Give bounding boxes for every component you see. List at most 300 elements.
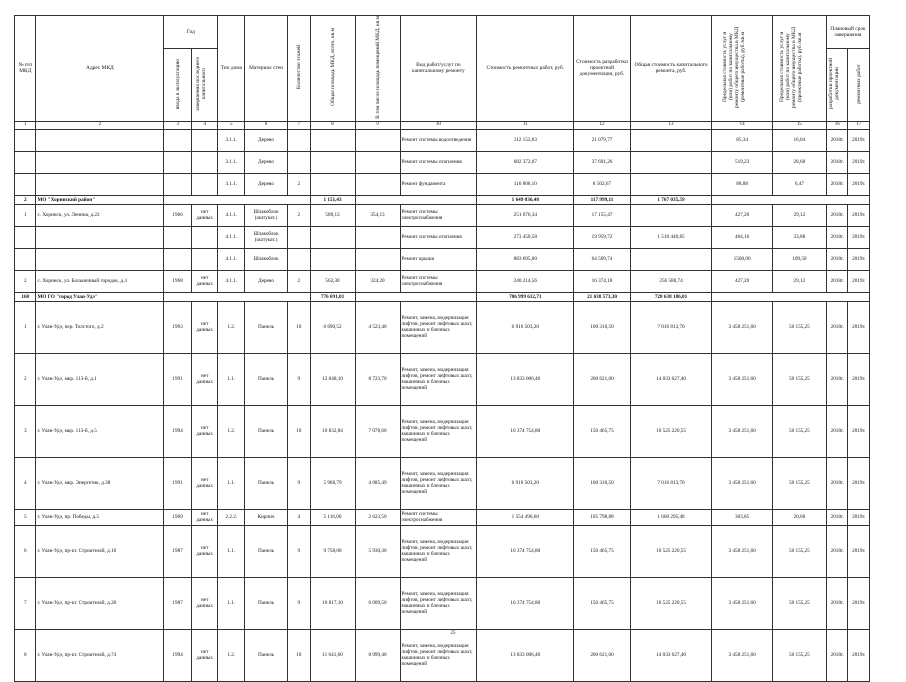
cell-wall: Панель <box>245 525 288 577</box>
cell-wall: Дерево <box>245 151 288 173</box>
cell-tc <box>630 129 712 151</box>
subtotal-row <box>15 195 870 204</box>
cell-l1: 88,88 <box>712 173 772 195</box>
cell-work: Ремонт, замена, модернизация лифтов, ремонт лифтовых шахт, машинных и блочных помещений <box>400 405 477 457</box>
cell-y1: 1966 <box>164 204 192 226</box>
cell-d1: 2018г. <box>826 173 847 195</box>
cell-work: Ремонт, замена, модернизация лифтов, ремонт лифтовых шахт, машинных и блочных помещений <box>400 629 477 681</box>
cell-wall: Шлакоблок (оштукат.) <box>245 204 288 226</box>
cell-l1: 427,20 <box>712 270 772 292</box>
cell-rc: 1 649 036,48 <box>477 195 574 204</box>
cell-pa: 8 723,70 <box>355 353 400 405</box>
cell-dc: 100 310,50 <box>574 301 630 353</box>
cell-num <box>15 173 36 195</box>
cell-type: 1.1. <box>218 577 245 629</box>
cell-l2: 33,88 <box>772 226 826 248</box>
cell-addr: г. Улан-Удэ, пр-кт. Строителей, д.20 <box>36 577 164 629</box>
cell-l2: 50 155,25 <box>772 457 826 509</box>
cell-rc: 116 806,10 <box>477 173 574 195</box>
cell-rc: 6 916 503,20 <box>477 301 574 353</box>
cell-l2: 29,12 <box>772 270 826 292</box>
cell-l1: 85,34 <box>712 129 772 151</box>
cell-y2 <box>191 151 218 173</box>
cell-pa: 2 623,50 <box>355 509 400 525</box>
cell-dc: 150 465,75 <box>574 525 630 577</box>
cell-y1: 1991 <box>164 353 192 405</box>
table-row <box>15 301 870 353</box>
cell-d1: 2018г. <box>826 301 847 353</box>
cell-y2 <box>191 129 218 151</box>
cell-d2: 2019г. <box>848 629 870 681</box>
cell-d2: 2019г. <box>848 129 870 151</box>
cell-fl: 9 <box>288 457 311 509</box>
cell-rc: 10 374 754,80 <box>477 525 574 577</box>
cell-y2: нет данных <box>191 509 218 525</box>
cell-addr <box>36 151 164 173</box>
cell-wall: Дерево <box>245 173 288 195</box>
cell-rc: 10 374 754,80 <box>477 577 574 629</box>
cell-l2: 50 155,25 <box>772 301 826 353</box>
col-design-cost-header: Стоимость разработки проектной документации, руб. <box>574 16 630 122</box>
cell-y1 <box>164 248 192 270</box>
cell-wall: Дерево <box>245 270 288 292</box>
table-row <box>15 173 870 195</box>
cell-empty <box>355 292 477 301</box>
cell-fl: 9 <box>288 577 311 629</box>
cell-rc: 112 153,83 <box>477 129 574 151</box>
cell-tc: 10 525 220,55 <box>630 577 712 629</box>
cell-dc: 64 509,74 <box>574 248 630 270</box>
col-repair-cost-header: Стоимость ремонтных работ, руб. <box>477 16 574 122</box>
cell-d1: 2018г. <box>826 577 847 629</box>
cell-ta: 12 048,10 <box>310 353 355 405</box>
cell-l2: 29,12 <box>772 204 826 226</box>
cell-empty <box>712 195 870 204</box>
column-number: 16 <box>826 121 847 129</box>
column-number: 15 <box>772 121 826 129</box>
col-address-header: Адрес МКД <box>36 16 164 122</box>
cell-l2: 50 155,25 <box>772 577 826 629</box>
cell-dc: 150 465,75 <box>574 405 630 457</box>
cell-y2: нет данных <box>191 204 218 226</box>
cell-wall: Панель <box>245 577 288 629</box>
cell-d2: 2019г. <box>848 353 870 405</box>
cell-dc: 16 374,18 <box>574 270 630 292</box>
cell-y2: нет данных <box>191 405 218 457</box>
cell-pa: 324,20 <box>355 270 400 292</box>
cell-fl: 2 <box>288 173 311 195</box>
cell-ta: 776 691,01 <box>310 292 355 301</box>
cell-empty <box>164 195 310 204</box>
cell-l1: 3 458 251,60 <box>712 525 772 577</box>
cell-dc: 37 691,26 <box>574 151 630 173</box>
cell-l1: 464,16 <box>712 226 772 248</box>
cell-pa <box>355 248 400 270</box>
cell-d1: 2018г. <box>826 248 847 270</box>
cell-work: Ремонт, замена, модернизация лифтов, ремонт лифтовых шахт, машинных и блочных помещений <box>400 457 477 509</box>
cell-tc: 14 033 627,40 <box>630 353 712 405</box>
cell-num: 3 <box>15 405 36 457</box>
cell-y1 <box>164 151 192 173</box>
cell-l2: 50 155,25 <box>772 525 826 577</box>
cell-l1: 3 458 251,60 <box>712 353 772 405</box>
cell-d1: 2018г. <box>826 509 847 525</box>
col-total-cost-header: Общая стоимость капитального ремонта, руб. <box>630 16 712 122</box>
cell-dc: 21 079,77 <box>574 129 630 151</box>
cell-fl: 10 <box>288 405 311 457</box>
cell-fl <box>288 129 311 151</box>
cell-wall: Шлакоблок (оштукат.) <box>245 226 288 248</box>
cell-tc <box>630 204 712 226</box>
cell-y2: нет данных <box>191 353 218 405</box>
cell-y2: нет данных <box>191 270 218 292</box>
table-row <box>15 509 870 525</box>
cell-dc: 19 959,72 <box>574 226 630 248</box>
cell-tc: 10 525 220,55 <box>630 525 712 577</box>
cell-num <box>15 226 36 248</box>
cell-addr: МО "Хоринский район" <box>36 195 164 204</box>
cell-pa <box>355 173 400 195</box>
cell-tc <box>630 248 712 270</box>
col-year-built-header: ввода в эксплуатацию <box>164 48 192 121</box>
table-row <box>15 151 870 173</box>
col-deadline-repair-header: ремонтных работ <box>848 48 870 121</box>
cell-tc: 1 510 446,85 <box>630 226 712 248</box>
cell-work: Ремонт системы электроснабжения <box>400 270 477 292</box>
col-limit1-header: Предельная стоимость услуг и (или) работ по капитальному ремонту общего имущества в МКД (ремонтные работы), руб./кв.м <box>712 16 772 122</box>
cell-addr: г. Улан-Удэ, пер. Толстого, д.2 <box>36 301 164 353</box>
cell-d2: 2019г. <box>848 405 870 457</box>
cell-fl <box>288 248 311 270</box>
cell-ta: 589,13 <box>310 204 355 226</box>
cell-d1: 2018г. <box>826 525 847 577</box>
cell-l2: 20,68 <box>772 509 826 525</box>
cell-num: 168 <box>15 292 36 301</box>
cell-work: Ремонт фундамента <box>400 173 477 195</box>
table-row <box>15 270 870 292</box>
cell-y2 <box>191 248 218 270</box>
cell-num <box>15 151 36 173</box>
cell-type: 4.1.1. <box>218 270 245 292</box>
cell-dc: 200 621,00 <box>574 629 630 681</box>
cell-addr: с. Хоринск, ул. Больничный городок, д.3 <box>36 270 164 292</box>
cell-ta: 1 151,43 <box>310 195 355 204</box>
cell-l2: 28,68 <box>772 151 826 173</box>
column-number: 10 <box>400 121 477 129</box>
cell-wall: Панель <box>245 353 288 405</box>
cell-l1: 519,23 <box>712 151 772 173</box>
cell-pa: 8 999,40 <box>355 629 400 681</box>
cell-d1: 2018г. <box>826 353 847 405</box>
cell-type: 3.1.1. <box>218 151 245 173</box>
cell-l1: 3 458 251,60 <box>712 301 772 353</box>
cell-type: 3.1.1. <box>218 129 245 151</box>
cell-addr: г. Улан-Удэ, мкр. 113-й, д.5 <box>36 405 164 457</box>
table-row <box>15 353 870 405</box>
cell-wall: Панель <box>245 301 288 353</box>
cell-tc: 1 660 295,48 <box>630 509 712 525</box>
cell-type: 1.2. <box>218 301 245 353</box>
cell-ta <box>310 226 355 248</box>
column-number: 6 <box>245 121 288 129</box>
col-total-area-header: Общая площадь МКД, всего, кв.м <box>310 16 355 122</box>
table-body <box>15 129 870 681</box>
cell-fl: 10 <box>288 301 311 353</box>
cell-type: 4.1.1. <box>218 204 245 226</box>
cell-d2: 2019г. <box>848 457 870 509</box>
cell-rc: 251 676,34 <box>477 204 574 226</box>
col-premises-area-header: В том числе площадь помещений МКД, кв.м <box>355 16 400 122</box>
cell-rc: 10 374 754,80 <box>477 405 574 457</box>
cell-y1: 1994 <box>164 405 192 457</box>
cell-work: Ремонт системы электроснабжения <box>400 509 477 525</box>
cell-rc: 1 554 496,60 <box>477 509 574 525</box>
cell-empty <box>712 292 870 301</box>
table-row <box>15 129 870 151</box>
cell-y1: 1991 <box>164 457 192 509</box>
cell-wall: Шлакоблок <box>245 248 288 270</box>
cell-num: 4 <box>15 457 36 509</box>
table-row <box>15 226 870 248</box>
page-number: 25 <box>450 631 456 636</box>
cell-pa: 5 930,30 <box>355 525 400 577</box>
cell-d2: 2019г. <box>848 270 870 292</box>
column-number: 5 <box>218 121 245 129</box>
cell-l2: 50 155,25 <box>772 405 826 457</box>
cell-d2: 2019г. <box>848 301 870 353</box>
cell-d2: 2019г. <box>848 248 870 270</box>
cell-d2: 2019г. <box>848 173 870 195</box>
cell-ta <box>310 248 355 270</box>
cell-pa: 354,13 <box>355 204 400 226</box>
cell-work: Ремонт системы отопления <box>400 226 477 248</box>
column-number: 12 <box>574 121 630 129</box>
cell-rc: 6 916 503,20 <box>477 457 574 509</box>
cell-addr <box>36 248 164 270</box>
column-number-row <box>15 121 870 129</box>
table-row <box>15 248 870 270</box>
cell-d1: 2018г. <box>826 270 847 292</box>
cell-num: 2 <box>15 195 36 204</box>
cell-dc: 8 502,67 <box>574 173 630 195</box>
cell-type: 4.1.1. <box>218 248 245 270</box>
cell-ta <box>310 151 355 173</box>
cell-tc: 728 638 186,01 <box>630 292 712 301</box>
col-year-repair-header: завершения последнего капитального <box>191 48 218 121</box>
cell-y1: 1987 <box>164 577 192 629</box>
cell-num: 7 <box>15 577 36 629</box>
cell-num: 1 <box>15 204 36 226</box>
cell-dc: 17 155,47 <box>574 204 630 226</box>
cell-ta: 10 817,10 <box>310 577 355 629</box>
cell-work: Ремонт системы водоотведения <box>400 129 477 151</box>
cell-type: 3.1.1. <box>218 173 245 195</box>
cell-tc: 7 016 813,70 <box>630 457 712 509</box>
cell-addr: г. Улан-Удэ, пр-кт. Строителей, д.74 <box>36 629 164 681</box>
col-work-type-header: Вид работ/услуг по капитальному ремонту <box>400 16 477 122</box>
cell-d2: 2019г. <box>848 226 870 248</box>
cell-l1: 303,85 <box>712 509 772 525</box>
cell-d2: 2019г. <box>848 151 870 173</box>
cell-work: Ремонт, замена, модернизация лифтов, ремонт лифтовых шахт, машинных и блочных помещений <box>400 353 477 405</box>
cell-l2: 6,47 <box>772 173 826 195</box>
cell-d2: 2019г. <box>848 525 870 577</box>
cell-pa: 6 009,50 <box>355 577 400 629</box>
cell-d1: 2018г. <box>826 226 847 248</box>
cell-type: 2.2.2. <box>218 509 245 525</box>
cell-pa <box>355 129 400 151</box>
cell-y2: нет данных <box>191 301 218 353</box>
cell-ta: 6 690,52 <box>310 301 355 353</box>
table-row <box>15 457 870 509</box>
cell-l1: 427,20 <box>712 204 772 226</box>
cell-dc: 200 621,00 <box>574 353 630 405</box>
cell-num: 6 <box>15 525 36 577</box>
cell-num: 5 <box>15 509 36 525</box>
column-number: 3 <box>164 121 192 129</box>
cell-l1: 3 458 251,60 <box>712 405 772 457</box>
cell-empty <box>164 292 310 301</box>
cell-tc: 10 525 220,55 <box>630 405 712 457</box>
cell-addr: г. Улан-Удэ, мкр. 113-й, д.1 <box>36 353 164 405</box>
cell-num <box>15 248 36 270</box>
cell-addr: с. Хоринск, ул. Ленина, д.22 <box>36 204 164 226</box>
cell-tc: 1 767 035,59 <box>630 195 712 204</box>
cell-y1: 1969 <box>164 509 192 525</box>
col-house-type-header: Тип дома <box>218 16 245 122</box>
cell-pa <box>355 226 400 248</box>
cell-dc: 105 798,88 <box>574 509 630 525</box>
table-row <box>15 629 870 681</box>
cell-fl: 4 <box>288 509 311 525</box>
col-limit2-header: Предельная стоимость услуг и (или) работ по капитальному ремонту общего имущества в МКД (проектные работы), руб./кв.м <box>772 16 826 122</box>
cell-l1: 3 458 251,60 <box>712 577 772 629</box>
cell-dc: 21 638 573,30 <box>574 292 630 301</box>
cell-d1: 2018г. <box>826 151 847 173</box>
cell-addr: г. Улан-Удэ, пр. Победы, д.5 <box>36 509 164 525</box>
cell-num: 2 <box>15 353 36 405</box>
cell-rc: 240 214,56 <box>477 270 574 292</box>
cell-num: 8 <box>15 629 36 681</box>
cell-type: 4.1.1. <box>218 226 245 248</box>
cell-addr: МО ГО "город Улан-Удэ" <box>36 292 164 301</box>
cell-ta: 10 832,84 <box>310 405 355 457</box>
cell-y1 <box>164 173 192 195</box>
cell-y2 <box>191 226 218 248</box>
cell-dc: 150 465,75 <box>574 577 630 629</box>
cell-type: 1.2. <box>218 405 245 457</box>
cell-d1: 2018г. <box>826 457 847 509</box>
column-number: 14 <box>712 121 772 129</box>
cell-rc: 706 999 612,71 <box>477 292 574 301</box>
column-number: 17 <box>848 121 870 129</box>
cell-tc <box>630 173 712 195</box>
cell-d2: 2019г. <box>848 577 870 629</box>
cell-d2: 2019г. <box>848 204 870 226</box>
cell-fl: 10 <box>288 629 311 681</box>
cell-addr <box>36 129 164 151</box>
cell-ta: 5 116,00 <box>310 509 355 525</box>
cell-fl: 2 <box>288 270 311 292</box>
cell-ta <box>310 129 355 151</box>
cell-l1: 1500,00 <box>712 248 772 270</box>
cell-l2: 50 155,25 <box>772 353 826 405</box>
cell-y2: нет данных <box>191 525 218 577</box>
cell-pa: 7 078,60 <box>355 405 400 457</box>
cell-type: 1.2. <box>218 629 245 681</box>
cell-d1: 2018г. <box>826 405 847 457</box>
column-number: 1 <box>15 121 36 129</box>
cell-l1: 3 458 251,60 <box>712 629 772 681</box>
cell-pa <box>355 151 400 173</box>
cell-l1: 3 458 251,60 <box>712 457 772 509</box>
table-row <box>15 577 870 629</box>
cell-y2: нет данных <box>191 457 218 509</box>
cell-fl <box>288 151 311 173</box>
repair-program-table <box>14 15 870 682</box>
cell-l2: 16,04 <box>772 129 826 151</box>
cell-l2: 50 155,25 <box>772 629 826 681</box>
cell-pa: 4 523,40 <box>355 301 400 353</box>
cell-ta: 11 641,60 <box>310 629 355 681</box>
cell-num: 2 <box>15 270 36 292</box>
table-row <box>15 204 870 226</box>
col-wall-header: Материал стен <box>245 16 288 122</box>
cell-ta: 562,30 <box>310 270 355 292</box>
cell-y2: нет данных <box>191 577 218 629</box>
col-floors-header: Количество этажей <box>288 16 311 122</box>
cell-work: Ремонт, замена, модернизация лифтов, ремонт лифтовых шахт, машинных и блочных помещений <box>400 525 477 577</box>
cell-y1: 1993 <box>164 301 192 353</box>
cell-y1: 1968 <box>164 270 192 292</box>
column-number: 2 <box>36 121 164 129</box>
document-page <box>14 15 870 682</box>
cell-rc: 13 833 006,40 <box>477 629 574 681</box>
cell-num: 1 <box>15 301 36 353</box>
cell-fl: 9 <box>288 353 311 405</box>
cell-y1: 1987 <box>164 525 192 577</box>
cell-tc: 7 016 813,70 <box>630 301 712 353</box>
cell-addr <box>36 173 164 195</box>
table-row <box>15 405 870 457</box>
cell-work: Ремонт крыши <box>400 248 477 270</box>
col-num-header: № п/п МКД <box>15 16 36 122</box>
cell-work: Ремонт, замена, модернизация лифтов, ремонт лифтовых шахт, машинных и блочных помещений <box>400 301 477 353</box>
cell-wall: Кирпич <box>245 509 288 525</box>
cell-tc: 256 588,74 <box>630 270 712 292</box>
cell-rc: 883 695,00 <box>477 248 574 270</box>
cell-y2: нет данных <box>191 629 218 681</box>
cell-wall: Панель <box>245 629 288 681</box>
column-number: 11 <box>477 121 574 129</box>
cell-d1: 2018г. <box>826 629 847 681</box>
cell-fl: 2 <box>288 204 311 226</box>
cell-addr: г. Улан-Удэ, пр-кт. Строителей, д.10 <box>36 525 164 577</box>
cell-y1 <box>164 129 192 151</box>
cell-addr <box>36 226 164 248</box>
cell-wall: Панель <box>245 457 288 509</box>
cell-tc: 14 033 627,40 <box>630 629 712 681</box>
cell-rc: 682 372,07 <box>477 151 574 173</box>
cell-y1 <box>164 226 192 248</box>
col-year-group-header: Год <box>164 16 218 49</box>
subtotal-row <box>15 292 870 301</box>
column-number: 13 <box>630 121 712 129</box>
cell-y1: 1994 <box>164 629 192 681</box>
cell-type: 1.1. <box>218 525 245 577</box>
cell-dc: 117 999,11 <box>574 195 630 204</box>
cell-ta: 9 758,08 <box>310 525 355 577</box>
